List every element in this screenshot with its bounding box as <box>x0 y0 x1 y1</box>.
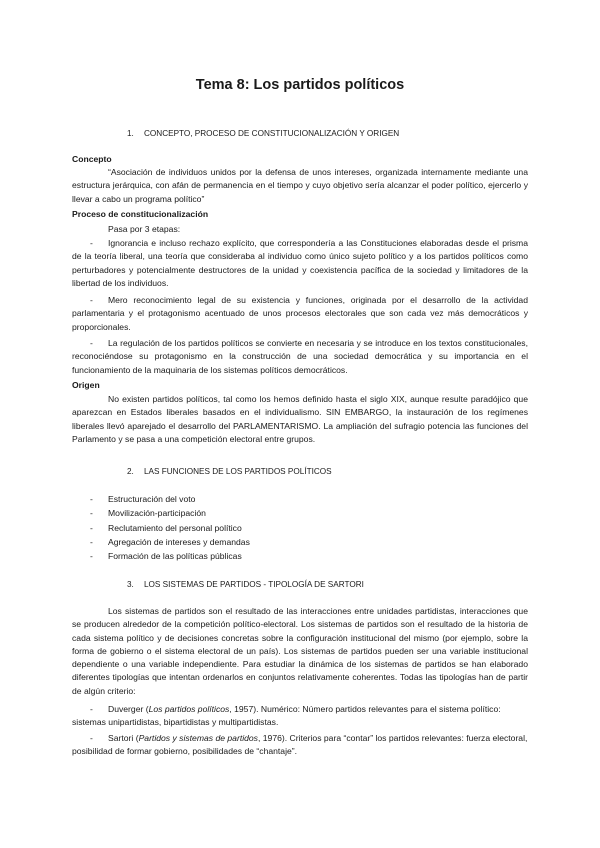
bullet-dash: - <box>90 295 93 305</box>
section-number: 2. <box>127 467 134 476</box>
bullet-dash: - <box>90 338 93 348</box>
list-item-text: Ignorancia e incluso rechazo explícito, que correspondería a las Constituciones elaboradas desde el prisma de la teoría liberal, una teoría que consideraba al individuo como único sujeto político y a los partidos políticos como perturbadores y potencialmente destructores de la unidad y coexistencia pacífica de la sociedad y limitadores de la libertad de los individuos. <box>72 238 528 288</box>
author-name: Sartori ( <box>108 733 139 743</box>
bullet-dash: - <box>90 508 93 519</box>
section-heading-1 <box>127 127 399 140</box>
page-title: Tema 8: Los partidos políticos <box>195 77 405 93</box>
bullet-dash: - <box>90 704 93 714</box>
work-title: Los partidos políticos <box>148 704 230 714</box>
list-item <box>90 549 250 563</box>
subheading-concepto: Concepto <box>72 154 112 164</box>
sistemas-paragraph: Los sistemas de partidos son el resultado de las interacciones entre unidades partidistas, interacciones que se producen alrededor de la competición político-electoral. Los sistemas de partidos son el resultado de la historia de cada sistema político y de decisiones concretas sobre la configuración institucional del mismo (por ejemplo, sobre la forma de gobierno o el sistema electoral de un país). Los sistemas de partidos pueden ser una variable institucional dependiente o una variable independiente. Para estudiar la dinámica de los sistemas de partidos se han elaborado diferentes tipologías que intentan ordenarlos en conjuntos relativamente coherentes. Todas las tipologías han de partir de algún criterio: <box>72 606 528 696</box>
list-item-text: Reclutamiento del personal político <box>108 522 242 533</box>
list-item <box>90 506 250 520</box>
list-item-text <box>72 703 528 730</box>
funciones-list <box>90 492 250 563</box>
list-item-text <box>72 732 528 759</box>
bullet-dash: - <box>90 551 93 562</box>
section-heading-3 <box>127 578 364 591</box>
subheading-proceso: Proceso de constitucionalización <box>72 209 209 219</box>
section-number: 1. <box>127 129 134 138</box>
proceso-intro: Pasa por 3 etapas: <box>108 224 181 234</box>
section-number: 3. <box>127 580 134 589</box>
list-item <box>90 535 250 549</box>
list-item <box>72 237 528 290</box>
section-heading-2 <box>127 465 332 478</box>
bullet-dash: - <box>90 494 93 504</box>
list-item-text: Estructuración del voto <box>108 494 196 504</box>
bullet-dash: - <box>90 536 93 547</box>
list-item <box>72 294 528 334</box>
list-item-text: La regulación de los partidos políticos se convierte en necesaria y se introduce en los textos constitucionales, reconociéndose su protagonismo en la construcción de una sociedad democrática y su importancia en el funcionamiento de la maquinaria de los sistemas políticos democráticos. <box>72 338 528 375</box>
list-item-text: Movilización-participación <box>108 508 206 519</box>
section-title: LOS SISTEMAS DE PARTIDOS - TIPOLOGÍA DE SARTORI <box>144 580 364 589</box>
list-item <box>72 703 528 730</box>
list-item-text: Mero reconocimiento legal de su existencia y funciones, originada por el desarrollo de la actividad parlamentaria y el protagonismo acentuado de unos procesos electorales que son cada vez más democráticos y proporcionales. <box>72 295 528 332</box>
list-item <box>90 492 250 506</box>
list-item-text: Formación de las políticas públicas <box>108 551 242 562</box>
author-name: Duverger ( <box>108 704 149 714</box>
bullet-dash: - <box>90 522 93 533</box>
origen-paragraph: No existen partidos políticos, tal como los hemos definido hasta el siglo XIX, aunque resulte paradójico que aparezcan en Estados liberales basados en el individualismo. SIN EMBARGO, la instauración de los regímenes liberales llevó aparejado el desarrollo del PARLAMENTARISMO. La ampliación del sufragio potencia las funciones del Parlamento y se pasa a una competición electoral entre grupos. <box>72 394 528 444</box>
list-item <box>72 732 528 759</box>
list-item <box>72 337 528 377</box>
list-item <box>90 521 250 535</box>
list-item-text: Agregación de intereses y demandas <box>108 536 250 547</box>
concepto-definition: “Asociación de individuos unidos por la defensa de unos intereses, organizada internamente mediante una estructura jerárquica, con afán de permanencia en el tiempo y cuyo objetivo sería alcanzar el poder político, ejercerlo y llevar a cabo un programa político” <box>72 167 528 204</box>
bullet-dash: - <box>90 238 93 248</box>
work-title: Partidos y sistemas de partidos <box>138 733 258 743</box>
section-title: CONCEPTO, PROCESO DE CONSTITUCIONALIZACIÓN Y ORIGEN <box>144 129 400 138</box>
bullet-dash: - <box>90 733 93 743</box>
item-description: , 1957). Numérico: Número partidos relevantes para el sistema político: sistemas unipartidistas, bipartidistas y multipartidistas. <box>72 704 501 728</box>
subheading-origen: Origen <box>72 380 100 390</box>
item-description: , 1976). Criterios para “contar” los partidos relevantes: fuerza electoral, posibilidad de formar gobierno, posibilidades de “chantaje”. <box>72 733 528 757</box>
section-title: LAS FUNCIONES DE LOS PARTIDOS POLÍTICOS <box>144 467 332 476</box>
